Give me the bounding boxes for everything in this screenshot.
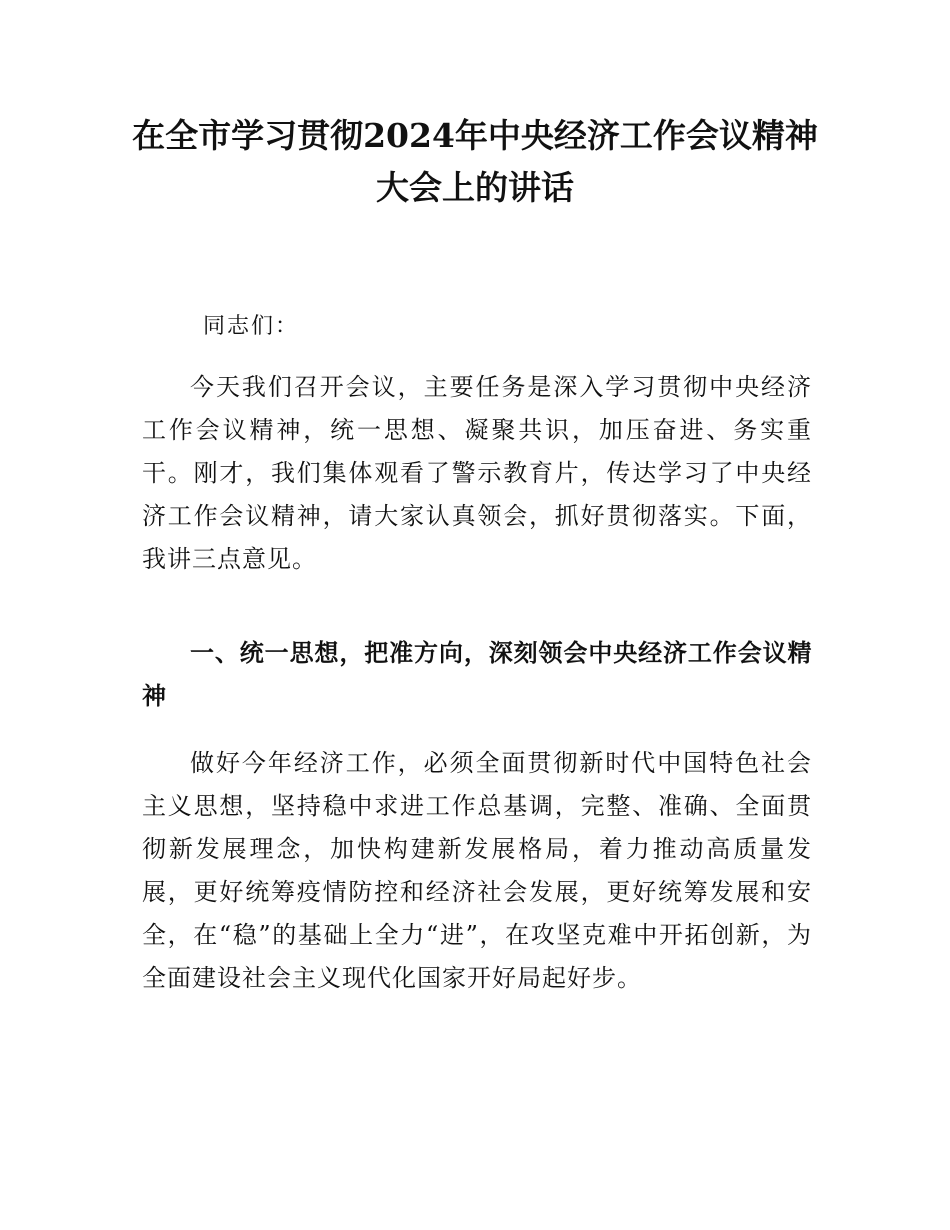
document-title: 在全市学习贯彻2024年中央经济工作会议精神大会上的讲话	[132, 116, 818, 207]
paragraph-intro: 今天我们召开会议，主要任务是深入学习贯彻中央经济工作会议精神，统一思想、凝聚共识，加压奋进、务实重干。刚才，我们集体观看了警示教育片，传达学习了中央经济工作会议精神，请大家认真领会，抓好贯彻落实。下面，我讲三点意见。	[142, 373, 812, 573]
paragraph-section-1: 做好今年经济工作，必须全面贯彻新时代中国特色社会主义思想，坚持稳中求进工作总基调，完整、准确、全面贯彻新发展理念，加快构建新发展格局，着力推动高质量发展，更好统筹疫情防控和经济社会发展，更好统筹发展和安全，在“稳”的基础上全力“进”，在攻坚克难中开拓创新，为全面建设社会主义现代化国家开好局起好步。	[142, 749, 812, 992]
salutation: 同志们：	[203, 314, 300, 339]
section-heading-1: 一、统一思想，把准方向，深刻领会中央经济工作会议精神	[142, 639, 812, 710]
